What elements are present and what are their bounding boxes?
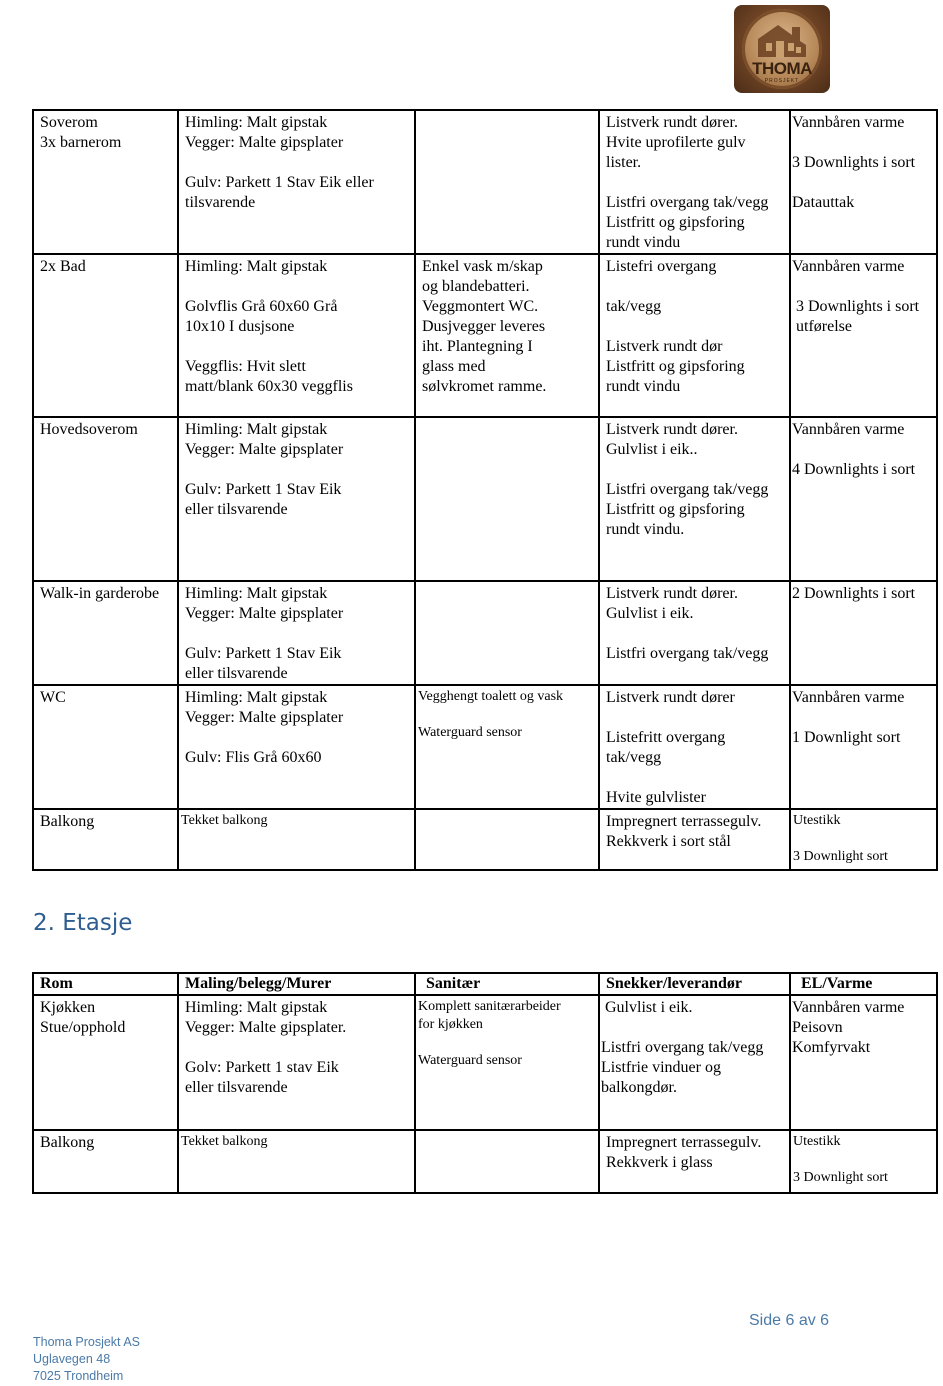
blank-line xyxy=(185,460,409,480)
cell-text-line: Himling: Malt gipstak xyxy=(185,258,328,275)
snekker-cell xyxy=(599,685,790,809)
cell-text-line: Balkong xyxy=(40,813,95,830)
maling-cell xyxy=(178,995,415,1130)
cell-text-line: eller tilsvarende xyxy=(185,1079,288,1096)
cell-text-line: Kjøkken xyxy=(40,999,96,1016)
cell-text-line: Veggmontert WC. xyxy=(422,298,539,315)
blank-line xyxy=(606,277,784,297)
cell-text-line: Gulvlist i eik. xyxy=(601,999,693,1016)
maling-cell xyxy=(178,581,415,685)
cell-text-line: Listfri overgang tak/vegg xyxy=(606,481,769,498)
cell-text-line: Vannbåren varme xyxy=(792,421,905,438)
logo-sub-text: PROSJEKT xyxy=(764,78,800,84)
maling-cell xyxy=(178,254,415,417)
snekker-cell xyxy=(599,417,790,581)
cell-text-line: Golvflis Grå 60x60 Grå xyxy=(185,298,338,315)
cell-text-line: eller tilsvarende xyxy=(185,501,288,518)
blank-line xyxy=(792,708,931,728)
cell-text-line: Vannbåren varme xyxy=(792,999,905,1016)
cell-text-line: Gulv: Parkett 1 Stav Eik xyxy=(185,481,342,498)
cell-text-line: Listfri overgang tak/vegg xyxy=(606,194,769,211)
header-room: Rom xyxy=(33,973,178,995)
cell-text-line: 3 Downlights i sort xyxy=(792,154,916,171)
cell-text-line: Listverk rundt dører. xyxy=(606,585,738,602)
blank-line xyxy=(185,277,409,297)
cell-text-line: Gulv: Flis Grå 60x60 xyxy=(185,749,322,766)
table-header-row xyxy=(33,973,937,995)
cell-text-line: Hvite uprofilerte gulv xyxy=(606,134,746,151)
cell-text-line: Vegger: Malte gipsplater xyxy=(185,134,344,151)
cell-text-line: tak/vegg xyxy=(606,298,662,315)
sanitar-cell xyxy=(415,809,599,870)
sanitar-cell xyxy=(415,110,599,254)
table-row xyxy=(33,809,937,870)
el-cell xyxy=(790,809,937,870)
cell-text-line: Veggflis: Hvit slett xyxy=(185,358,306,375)
cell-text-line: Peisovn xyxy=(792,1019,843,1036)
cell-text-line: Soverom xyxy=(40,114,98,131)
section-title: 2. Etasje xyxy=(33,910,133,936)
blank-line xyxy=(185,624,409,644)
cell-text-line: eller tilsvarende xyxy=(185,665,288,682)
cell-text-line: Rekkverk i glass xyxy=(606,1154,713,1171)
cell-text-line: rundt vindu xyxy=(606,234,681,251)
el-cell xyxy=(790,254,937,417)
room-spec-table-2 xyxy=(32,972,938,1194)
blank-line xyxy=(601,1018,784,1038)
cell-text-line: Listefri overgang xyxy=(606,258,717,275)
room-cell xyxy=(33,685,178,809)
cell-text-line: Balkong xyxy=(40,1134,95,1151)
table-row xyxy=(33,417,937,581)
maling-cell xyxy=(178,417,415,581)
snekker-cell xyxy=(599,110,790,254)
sanitar-cell xyxy=(415,685,599,809)
maling-cell xyxy=(178,110,415,254)
header-sanitar: Sanitær xyxy=(415,973,599,995)
cell-text-line: 1 Downlight sort xyxy=(792,729,901,746)
el-cell xyxy=(790,417,937,581)
blank-line xyxy=(606,768,784,788)
blank-line xyxy=(606,708,784,728)
room-cell xyxy=(33,254,178,417)
el-cell xyxy=(790,1130,937,1193)
blank-line xyxy=(185,153,409,173)
footer-company: Thoma Prosjekt AS xyxy=(33,1335,140,1349)
cell-text-line: Waterguard sensor xyxy=(418,725,522,740)
cell-text-line: Vegghengt toalett og vask xyxy=(418,689,564,704)
table-row xyxy=(33,254,937,417)
cell-text-line: Himling: Malt gipstak xyxy=(185,585,328,602)
cell-text-line: Utestikk xyxy=(793,813,841,828)
blank-line xyxy=(606,317,784,337)
cell-text-line: for kjøkken xyxy=(418,1017,483,1032)
cell-text-line: Listverk rundt dør xyxy=(606,338,723,355)
table-row xyxy=(33,685,937,809)
cell-text-line: 2 Downlights i sort xyxy=(792,585,916,602)
cell-text-line: Stue/opphold xyxy=(40,1019,126,1036)
cell-text-line: balkongdør. xyxy=(601,1079,677,1096)
blank-line xyxy=(606,173,784,193)
cell-text-line: 2x Bad xyxy=(40,258,86,275)
cell-text-line: 4 Downlights i sort xyxy=(792,461,916,478)
table-row xyxy=(33,995,937,1130)
room-cell xyxy=(33,995,178,1130)
cell-text-line: Listefritt overgang xyxy=(606,729,726,746)
cell-text-line: Tekket balkong xyxy=(181,1134,268,1149)
header-el: EL/Varme xyxy=(790,973,937,995)
cell-text-line: Gulvlist i eik.. xyxy=(606,441,698,458)
el-cell xyxy=(790,581,937,685)
snekker-cell xyxy=(599,254,790,417)
blank-line xyxy=(185,337,409,357)
footer-address xyxy=(33,1334,140,1385)
cell-text-line: 3 Downlight sort xyxy=(793,1170,888,1185)
sanitar-cell xyxy=(415,581,599,685)
cell-text-line: Listfritt og gipsforing xyxy=(606,214,745,231)
cell-text-line: Listverk rundt dører. xyxy=(606,114,738,131)
cell-text-line: Komfyrvakt xyxy=(792,1039,871,1056)
el-cell xyxy=(790,110,937,254)
cell-text-line: Himling: Malt gipstak xyxy=(185,689,328,706)
cell-text-line: Dusjvegger leveres xyxy=(422,318,546,335)
cell-text-line: Listfritt og gipsforing xyxy=(606,358,745,375)
blank-line xyxy=(793,1151,931,1169)
cell-text-line: Rekkverk i sort stål xyxy=(606,833,731,850)
room-cell xyxy=(33,1130,178,1193)
el-cell xyxy=(790,685,937,809)
cell-text-line: rundt vindu xyxy=(606,378,681,395)
cell-text-line: Himling: Malt gipstak xyxy=(185,114,328,131)
snekker-cell xyxy=(599,581,790,685)
blank-line xyxy=(418,706,593,724)
cell-text-line: Listverk rundt dører. xyxy=(606,421,738,438)
company-logo xyxy=(734,5,830,93)
cell-text-line: Impregnert terrassegulv. xyxy=(606,813,762,830)
cell-text-line: Vannbåren varme xyxy=(792,689,905,706)
cell-text-line: Vegger: Malte gipsplater xyxy=(185,709,344,726)
cell-text-line: Listfritt og gipsforing xyxy=(606,501,745,518)
maling-cell xyxy=(178,809,415,870)
blank-line xyxy=(793,830,931,848)
header-maling: Maling/belegg/Murer xyxy=(178,973,415,995)
cell-text-line: Vegger: Malte gipsplater xyxy=(185,441,344,458)
cell-text-line: Walk-in garderobe xyxy=(40,585,160,602)
house-icon xyxy=(752,17,812,61)
cell-text-line: sølvkromet ramme. xyxy=(422,378,547,395)
cell-text-line: 3 Downlight sort xyxy=(793,849,888,864)
blank-line xyxy=(606,460,784,480)
maling-cell xyxy=(178,685,415,809)
cell-text-line: Himling: Malt gipstak xyxy=(185,421,328,438)
maling-cell xyxy=(178,1130,415,1193)
blank-line xyxy=(792,277,931,297)
room-cell xyxy=(33,809,178,870)
cell-text-line: Enkel vask m/skap xyxy=(422,258,543,275)
footer-city: 7025 Trondheim xyxy=(33,1369,124,1383)
cell-text-line: Gulv: Parkett 1 Stav Eik xyxy=(185,645,342,662)
room-cell xyxy=(33,581,178,685)
page-number: Side 6 av 6 xyxy=(749,1312,830,1329)
table-row xyxy=(33,1130,937,1193)
blank-line xyxy=(792,173,931,193)
cell-text-line: Gulv: Parkett 1 Stav Eik eller xyxy=(185,174,374,191)
blank-line xyxy=(792,133,931,153)
cell-text-line: Komplett sanitærarbeider xyxy=(418,999,561,1014)
cell-text-line: Golv: Parkett 1 stav Eik xyxy=(185,1059,339,1076)
cell-text-line: matt/blank 60x30 veggflis xyxy=(185,378,353,395)
snekker-cell xyxy=(599,809,790,870)
cell-text-line: Hvite gulvlister xyxy=(606,789,706,806)
cell-text-line: WC xyxy=(40,689,66,706)
sanitar-cell xyxy=(415,254,599,417)
room-cell xyxy=(33,417,178,581)
cell-text-line: Waterguard sensor xyxy=(418,1053,522,1068)
cell-text-line: iht. Plantegning I xyxy=(422,338,533,355)
cell-text-line: Utestikk xyxy=(793,1134,841,1149)
sanitar-cell xyxy=(415,417,599,581)
cell-text-line: 10x10 I dusjsone xyxy=(185,318,295,335)
table-row xyxy=(33,110,937,254)
footer-street: Uglavegen 48 xyxy=(33,1352,111,1366)
room-spec-table-1 xyxy=(32,109,938,871)
room-cell xyxy=(33,110,178,254)
cell-text-line: glass med xyxy=(422,358,486,375)
cell-text-line: rundt vindu. xyxy=(606,521,685,538)
cell-text-line: Listfri overgang tak/vegg xyxy=(606,645,769,662)
logo-brand-text: THOMA xyxy=(752,59,812,78)
cell-text-line: Vannbåren varme xyxy=(792,258,905,275)
cell-text-line: Listverk rundt dører xyxy=(606,689,735,706)
cell-text-line: utførelse xyxy=(792,318,852,335)
cell-text-line: Listfri overgang tak/vegg xyxy=(601,1039,764,1056)
blank-line xyxy=(418,1034,593,1052)
el-cell xyxy=(790,995,937,1130)
blank-line xyxy=(792,440,931,460)
cell-text-line: Tekket balkong xyxy=(181,813,268,828)
cell-text-line: og blandebatteri. xyxy=(422,278,530,295)
cell-text-line: lister. xyxy=(606,154,642,171)
sanitar-cell xyxy=(415,1130,599,1193)
cell-text-line: Hovedsoverom xyxy=(40,421,138,438)
cell-text-line: Listfrie vinduer og xyxy=(601,1059,721,1076)
cell-text-line: 3x barnerom xyxy=(40,134,122,151)
cell-text-line: Vegger: Malte gipsplater xyxy=(185,605,344,622)
cell-text-line: Impregnert terrassegulv. xyxy=(606,1134,762,1151)
cell-text-line: Vegger: Malte gipsplater. xyxy=(185,1019,347,1036)
snekker-cell xyxy=(599,995,790,1130)
sanitar-cell xyxy=(415,995,599,1130)
cell-text-line: Himling: Malt gipstak xyxy=(185,999,328,1016)
blank-line xyxy=(185,1038,409,1058)
cell-text-line: tilsvarende xyxy=(185,194,256,211)
cell-text-line: 3 Downlights i sort xyxy=(792,298,920,315)
cell-text-line: tak/vegg xyxy=(606,749,662,766)
snekker-cell xyxy=(599,1130,790,1193)
blank-line xyxy=(185,728,409,748)
cell-text-line: Datauttak xyxy=(792,194,855,211)
header-snekker: Snekker/leverandør xyxy=(599,973,790,995)
blank-line xyxy=(606,624,784,644)
cell-text-line: Gulvlist i eik. xyxy=(606,605,694,622)
cell-text-line: Vannbåren varme xyxy=(792,114,905,131)
table-row xyxy=(33,581,937,685)
